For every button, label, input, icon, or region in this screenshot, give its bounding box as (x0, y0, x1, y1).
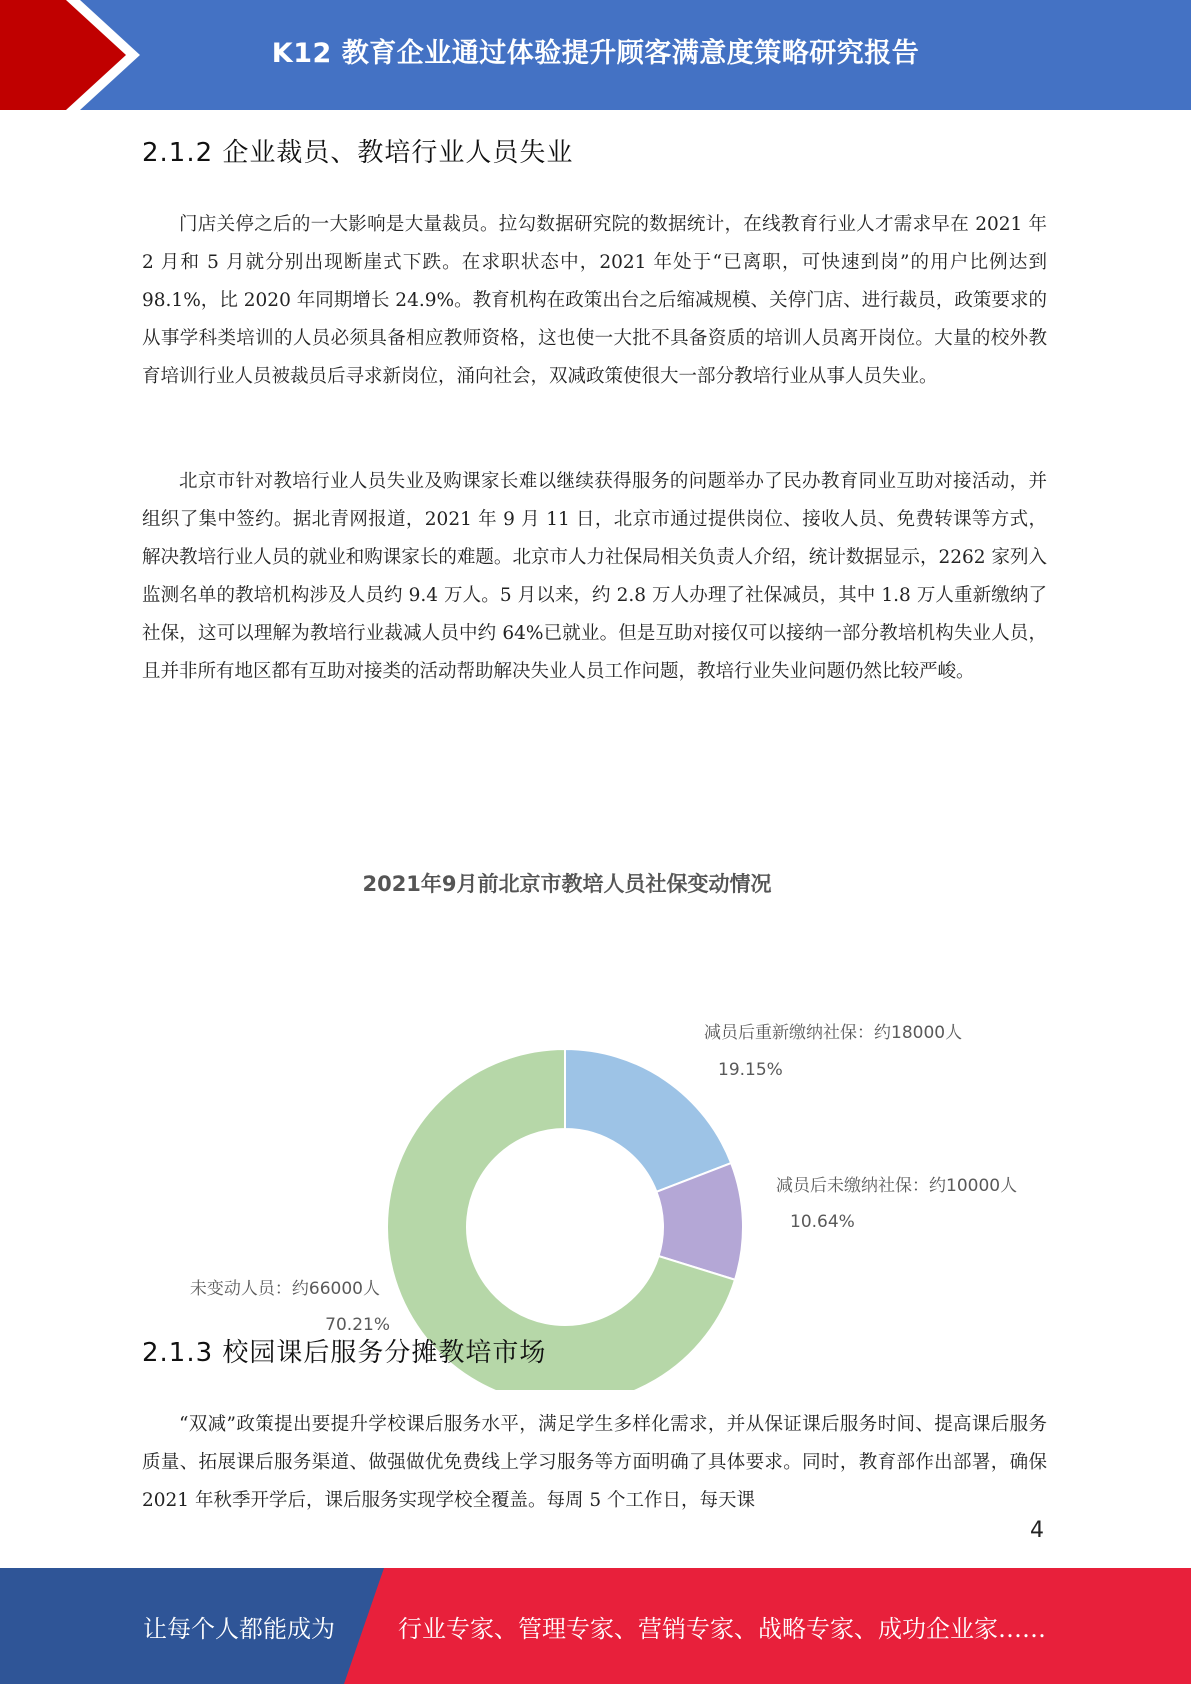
chart-title: 2021年9月前北京市教培人员社保变动情况 (362, 872, 772, 896)
page-number: 4 (1030, 1518, 1044, 1543)
slice-label: 减员后重新缴纳社保：约18000人 (704, 1023, 963, 1043)
slice-label: 减员后未缴纳社保：约10000人 (776, 1176, 1018, 1196)
donut-slice (565, 1049, 731, 1192)
slice-percent-label: 70.21% (325, 1315, 390, 1335)
page-footer (0, 1568, 1191, 1684)
report-title: K12 教育企业通过体验提升顾客满意度策略研究报告 (271, 37, 920, 69)
header-title-wrap (160, 0, 1191, 100)
paragraph: “双减”政策提出要提升学校课后服务水平，满足学生多样化需求，并从保证课后服务时间、提高课后服务质量、拓展课后服务渠道、做强做优免费线上学习服务等方面明确了具体要求。同时，教育部作出部署，确保 2021 年秋季开学后，课后服务实现学校全覆盖。每周 5 个工作日，每天课 (142, 1414, 1047, 1511)
donut-chart-svg (142, 750, 1047, 1390)
paragraph: 北京市针对教培行业人员失业及购课家长难以继续获得服务的问题举办了民办教育同业互助对接活动，并组织了集中签约。据北青网报道，2021 年 9 月 11 日，北京市通过提供岗位、接收人员、免费转课等方式，解决教培行业人员的就业和购课家长的难题。北京市人力社保局相关负责人介绍，统计数据显示，2262 家列入监测名单的教培机构涉及人员约 9.4 万人。5 月以来，约 2.8 万人办理了社保减员，其中 1.8 万人重新缴纳了社保，这可以理解为教培行业裁减人员中约 64%已就业。但是互助对接仅可以接纳一部分教培机构失业人员，且并非所有地区都有互助对接类的活动帮助解决失业人员工作问题，教培行业失业问题仍然比较严峻。 (142, 471, 1047, 682)
slice-percent-label: 19.15% (718, 1060, 783, 1080)
section-heading-2-1-2: 2.1.2 企业裁员、教培行业人员失业 (142, 138, 574, 168)
donut-chart (142, 750, 1047, 1390)
footer-slogan-right: 行业专家、管理专家、营销专家、战略专家、成功企业家…… (398, 1614, 1046, 1643)
footer-slogan-left: 让每个人都能成为 (143, 1614, 335, 1643)
paragraph: 门店关停之后的一大影响是大量裁员。拉勾数据研究院的数据统计，在线教育行业人才需求早在 2021 年 2 月和 5 月就分别出现断崖式下跌。在求职状态中，2021 年处于“已离职，可快速到岗”的用户比例达到 98.1%，比 2020 年同期增长 24.9%。教育机构在政策出台之后缩减规模、关停门店、进行裁员，政策要求的从事学科类培训的人员必须具备相应教师资格，这也使一大批不具备资质的培训人员离开岗位。大量的校外教育培训行业人员被裁员后寻求新岗位，涌向社会，双减政策使很大一部分教培行业从事人员失业。 (142, 214, 1047, 387)
section-heading-2-1-3: 2.1.3 校园课后服务分摊教培市场 (142, 1338, 547, 1368)
page-header (0, 0, 1191, 110)
header-arrow-decoration (0, 0, 160, 110)
slice-label: 未变动人员：约66000人 (189, 1279, 380, 1299)
slice-percent-label: 10.64% (790, 1212, 855, 1232)
